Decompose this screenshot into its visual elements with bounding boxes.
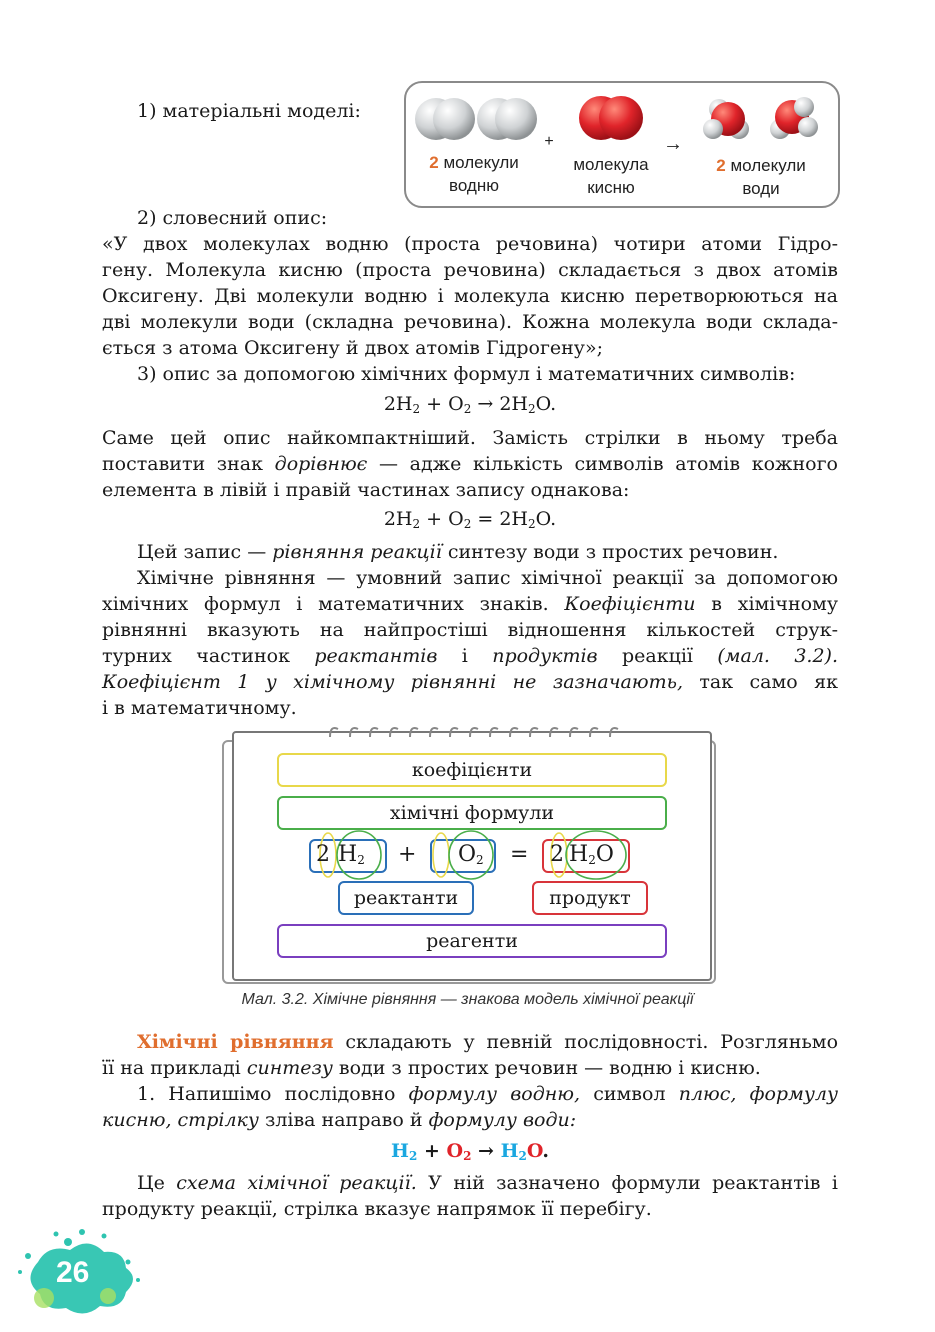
reagents-label: реагенти <box>277 924 667 958</box>
figure-caption: Мал. 3.2. Хімічне рівняння — знакова модель хімічної реакції <box>241 991 694 1008</box>
page-number: 26 <box>56 1256 90 1289</box>
paragraph-1-line-1: Саме цей опис найкомпактніший. Замість стрілки в ньому треба <box>102 427 838 449</box>
quote-line-3: Оксигену. Дві молекули водню і молекула кисню перетворюються на <box>102 285 838 307</box>
equation-scheme: $2H_2 + O_2 \to 2H_2O$. <box>383 393 557 416</box>
equation-equals: = <box>510 842 529 867</box>
oxygen-caption: молекула кисню <box>573 155 649 197</box>
item-verbal-description: 2) словесний опис: <box>137 207 328 229</box>
equation-terms: 2 $H_2$ <box>316 842 365 867</box>
quote-line-4: дві молекули води (складна речовина). Кожна молекула води склада- <box>102 311 838 333</box>
equation-plus: + <box>398 842 417 867</box>
tail-line-5: Це схема хімічної реакції. У ній зазначено формули реактантів і <box>137 1172 838 1194</box>
item-formula-description: 3) опис за допомогою хімічних формул і математичних символів: <box>137 363 796 385</box>
chemical-formulas-label: хімічні формули <box>277 796 667 830</box>
coefficients-label: коефіцієнти <box>277 753 667 787</box>
paragraph-3-line-3: рівнянні вказують на найпростіші відношення кількостей струк- <box>102 619 838 641</box>
paragraph-3-line-6: і в математичному. <box>102 697 297 719</box>
tail-line-4: кисню, стрілку зліва направо й формулу води: <box>102 1109 577 1131</box>
tail-line-1: Хімічні рівняння складають у певній послідовності. Розгляньмо <box>137 1031 839 1053</box>
oxygen-molecule <box>579 96 643 140</box>
water-caption: 2 молекули води <box>716 156 806 198</box>
product-label: продукт <box>532 881 648 915</box>
figure-3-2-notebook <box>232 731 712 981</box>
quote-line-5: ється з атома Оксигену й двох атомів Гідрогену»; <box>102 337 604 359</box>
paragraph-3-line-5: Коефіцієнт 1 у хімічному рівнянні не зазначають, так само як <box>102 671 838 693</box>
paragraph-3-line-4: турних частинок реактантів і продуктів реакції (мал. 3.2). <box>102 645 839 667</box>
hydrogen-molecule-1 <box>415 98 475 140</box>
hydrogen-caption: 2 молекули водню <box>429 153 519 195</box>
tail-line-2: її на прикладі синтезу води з простих речовин — водню і кисню. <box>102 1057 761 1079</box>
colored-equation: $H_2 + O_2 \to H_2O$. <box>391 1140 549 1163</box>
equation-water: 2 $H_2O$ <box>550 842 614 867</box>
quote-line-1: «У двох молекулах водню (проста речовина) чотири атоми Гідро- <box>102 233 838 255</box>
water-molecule-2 <box>770 97 818 139</box>
tail-line-6: продукту реакції, стрілка вказує напрямок її перебігу. <box>102 1198 652 1220</box>
paragraph-3-line-1: Хімічне рівняння — умовний запис хімічної реакції за допомогою <box>137 567 838 589</box>
hydrogen-molecule-2 <box>477 98 537 140</box>
quote-line-2: гену. Молекула кисню (проста речовина) складається з двох атомів <box>102 259 838 281</box>
paragraph-1-line-2: поставити знак дорівнює — адже кількість символів атомів кожного <box>102 453 838 475</box>
reaction-arrow: → <box>663 133 683 155</box>
water-molecule-1 <box>703 99 749 139</box>
paragraph-2: Цей запис — рівняння реакції синтезу води з простих речовин. <box>137 541 779 563</box>
equation-oxygen: $O_2$ <box>458 842 484 867</box>
molecule-models-box <box>404 81 840 208</box>
paragraph-1-line-3: елемента в лівій і правій частинах запису однакова: <box>102 479 630 501</box>
paragraph-3-line-2: хімічних формул і математичних знаків. Коефіцієнти в хімічному <box>102 593 838 615</box>
equation-balanced: $2H_2 + O_2 = 2H_2O$. <box>383 508 557 531</box>
reactants-label: реактанти <box>338 881 474 915</box>
tail-line-3: 1. Напишімо послідовно формулу водню, символ плюс, формулу <box>137 1083 838 1105</box>
plus-sign: + <box>544 133 554 150</box>
item-material-models: 1) матеріальні моделі: <box>137 100 361 122</box>
notebook-spiral <box>234 721 710 741</box>
